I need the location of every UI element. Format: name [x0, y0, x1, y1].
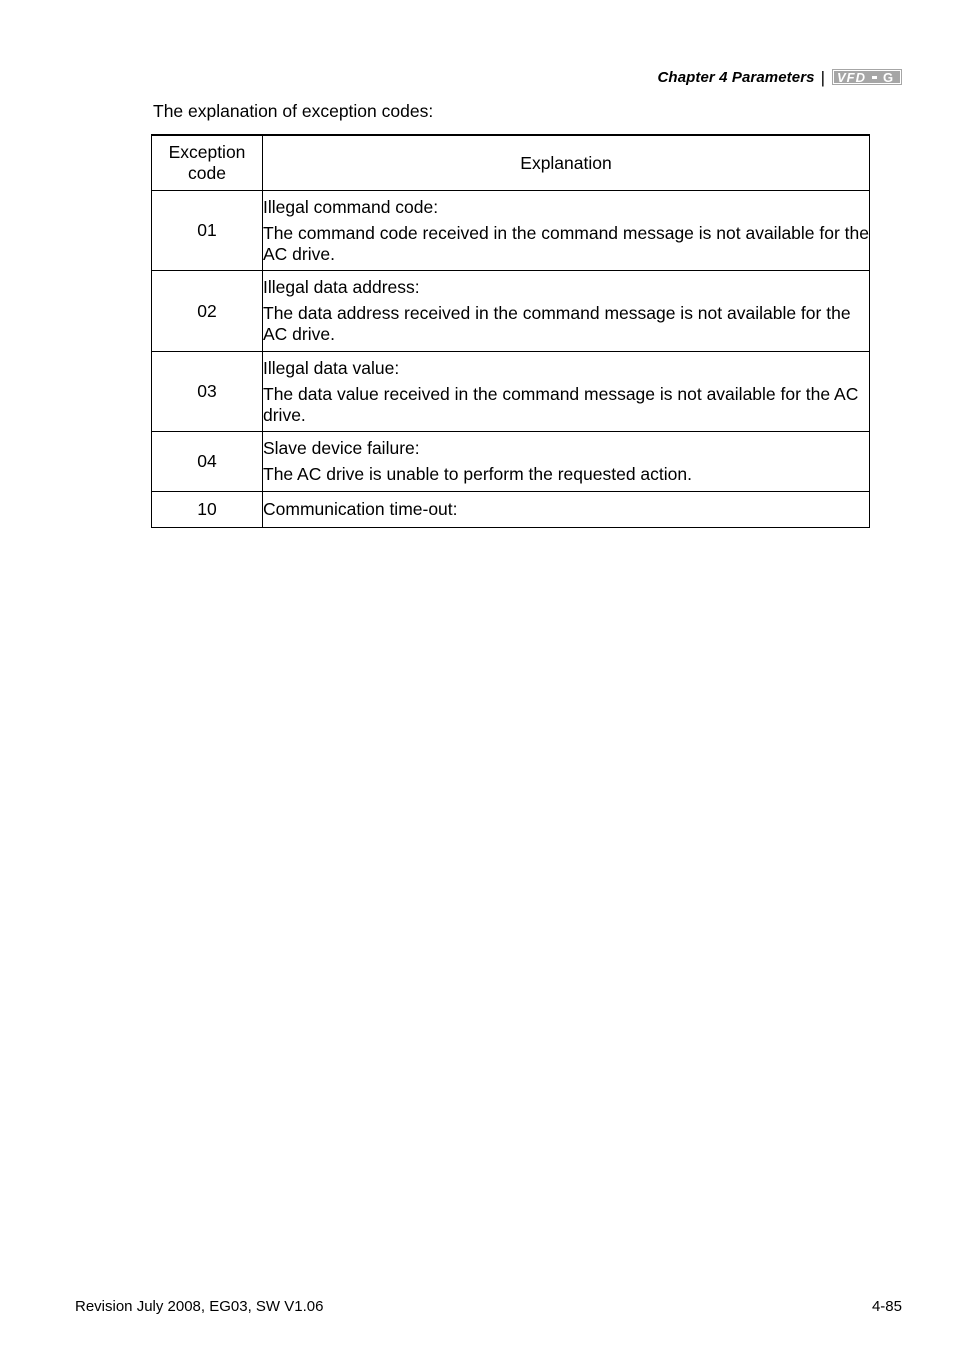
table-header-row — [152, 135, 870, 191]
explanation-detail: The data value received in the command message is not available for the AC drive. — [263, 383, 859, 425]
explanation-title: Illegal command code: — [263, 196, 439, 217]
explanation-cell — [263, 271, 870, 352]
svg-text:G: G — [883, 70, 894, 85]
header-code-label: Exception code — [168, 142, 246, 183]
chapter-title: Chapter 4 Parameters — [657, 68, 815, 86]
explanation-cell — [263, 492, 870, 528]
page-header — [658, 68, 903, 86]
explanation-title: Slave device failure: — [263, 438, 420, 458]
table-row — [152, 352, 870, 432]
vfd-g-logo — [832, 68, 902, 86]
explanation-cell — [263, 432, 870, 492]
table-row — [152, 432, 870, 492]
header-explanation: Explanation — [263, 135, 870, 191]
intro-text: The explanation of exception codes: — [153, 101, 434, 121]
table-row — [152, 492, 870, 528]
explanation-detail: The command code received in the command message is not available for the AC drive. — [263, 222, 870, 264]
explanation-detail: The data address received in the command message is not available for the AC drive. — [263, 303, 851, 344]
revision-footer: Revision July 2008, EG03, SW V1.06 — [75, 1298, 324, 1315]
table-row — [152, 191, 870, 271]
explanation-cell — [263, 191, 870, 271]
svg-text:VFD: VFD — [837, 70, 866, 85]
explanation-title: Illegal data address: — [263, 277, 420, 297]
exception-code: 04 — [152, 432, 263, 492]
header-separator: | — [820, 67, 825, 87]
explanation-detail: The AC drive is unable to perform the requested action. — [263, 464, 692, 484]
page-number: 4-85 — [871, 1298, 902, 1315]
explanation-title: Communication time-out: — [263, 499, 458, 519]
exception-code: 10 — [152, 492, 263, 528]
exception-codes-table — [151, 134, 870, 528]
exception-code: 03 — [152, 352, 263, 432]
table-row — [152, 271, 870, 352]
exception-code: 01 — [152, 191, 263, 271]
exception-code: 02 — [152, 271, 263, 352]
header-exception-code — [152, 135, 263, 191]
explanation-cell — [263, 352, 870, 432]
explanation-title: Illegal data value: — [263, 357, 400, 378]
